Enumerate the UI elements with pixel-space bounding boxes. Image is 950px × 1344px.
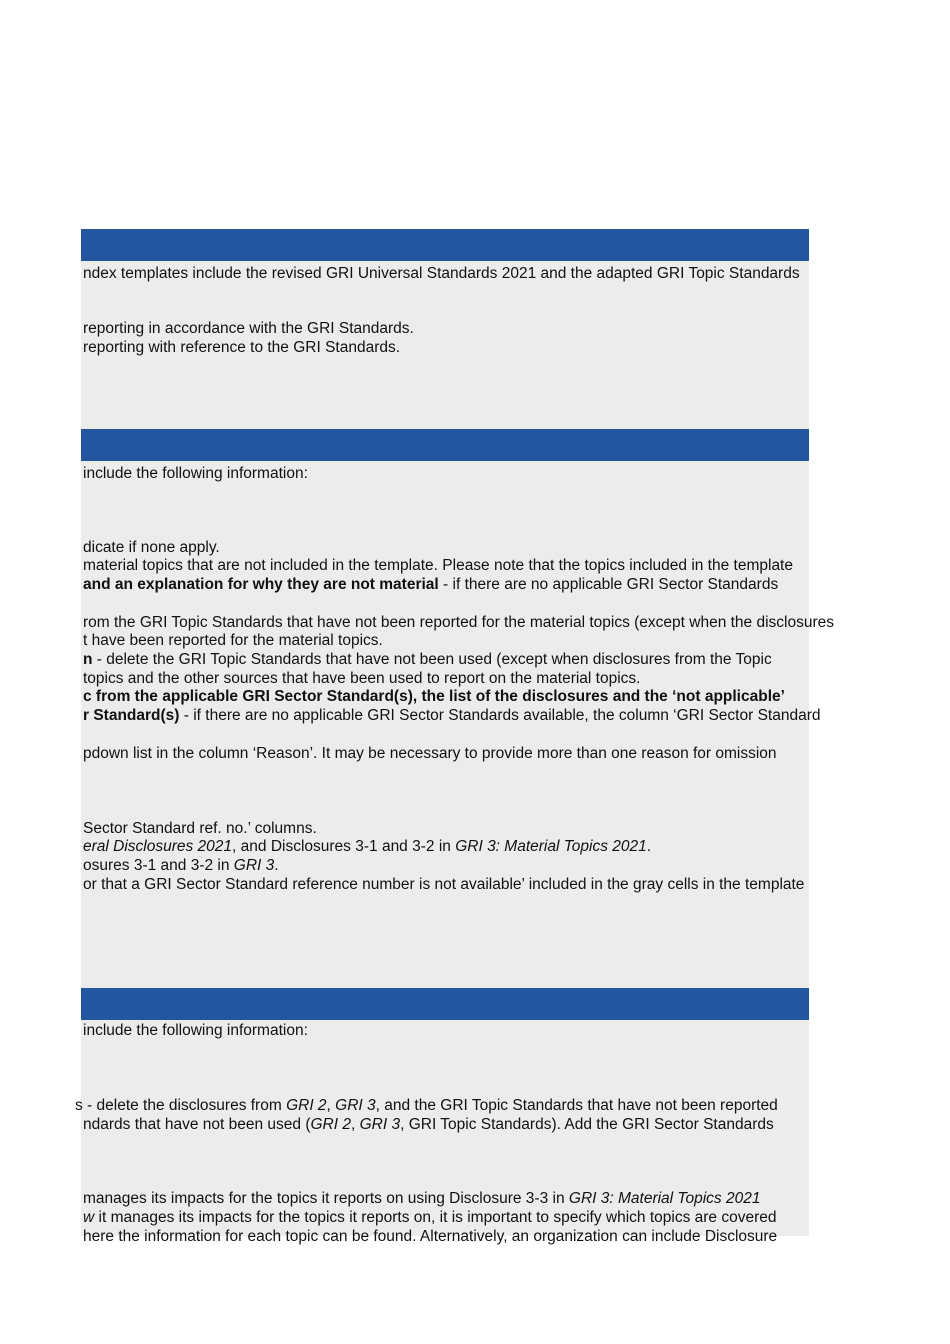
text-line bbox=[83, 538, 220, 557]
section-header-bar bbox=[81, 988, 809, 1020]
section-header-bar bbox=[81, 229, 809, 261]
text-line bbox=[75, 1096, 778, 1115]
text-run: , bbox=[350, 1116, 360, 1133]
text-line bbox=[83, 744, 777, 763]
text-line bbox=[83, 650, 772, 669]
text-line bbox=[83, 1021, 308, 1040]
text-run: , bbox=[326, 1097, 336, 1114]
text-run: reporting with reference to the GRI Standards. bbox=[83, 339, 401, 356]
spreadsheet-area bbox=[75, 229, 835, 1245]
text-line bbox=[83, 856, 279, 875]
text-line bbox=[83, 1189, 760, 1208]
text-run: , GRI Topic Standards). Add the GRI Sector Standards bbox=[400, 1116, 774, 1133]
text-run: t have been reported for the material topics. bbox=[83, 632, 383, 649]
text-run: it manages its impacts for the topics it reports on, it is important to specify which topics are covered bbox=[94, 1209, 777, 1226]
text-run: s - delete the disclosures from bbox=[75, 1097, 287, 1114]
text-line bbox=[83, 464, 308, 483]
text-run: - if there are no applicable GRI Sector Standards available, the column ‘GRI Sector Standard bbox=[179, 707, 821, 724]
text-line bbox=[83, 687, 785, 706]
bold-text-run: n bbox=[83, 651, 93, 668]
text-run: or that a GRI Sector Standard reference number is not available’ included in the gray cells in the template bbox=[83, 876, 805, 893]
text-run: ndards that have not been used ( bbox=[83, 1116, 311, 1133]
italic-text-run: GRI 2 bbox=[286, 1097, 327, 1114]
text-run: topics and the other sources that have been used to report on the material topics. bbox=[83, 670, 641, 687]
text-line bbox=[83, 669, 640, 688]
text-line bbox=[83, 819, 317, 838]
text-run: . bbox=[274, 857, 279, 874]
bold-text-run: c from the applicable GRI Sector Standard(s), the list of the disclosures and the ‘not applicable’ bbox=[83, 688, 785, 705]
text-line bbox=[83, 319, 414, 338]
text-run: include the following information: bbox=[83, 1022, 308, 1039]
text-line bbox=[83, 1227, 777, 1246]
bold-text-run: r Standard(s) bbox=[83, 707, 180, 724]
italic-text-run: eral Disclosures 2021 bbox=[83, 838, 233, 855]
text-line bbox=[83, 1208, 777, 1227]
text-run: osures 3-1 and 3-2 in bbox=[83, 857, 234, 874]
italic-text-run: GRI 3 bbox=[359, 1116, 401, 1133]
text-run: here the information for each topic can be found. Alternatively, an organization can include Disclosure bbox=[83, 1228, 778, 1245]
text-run: Sector Standard ref. no.’ columns. bbox=[83, 820, 317, 837]
text-run: . bbox=[646, 838, 652, 855]
text-run: pdown list in the column ‘Reason’. It may be necessary to provide more than one reason for omission bbox=[83, 745, 777, 762]
text-line bbox=[83, 556, 793, 575]
text-line bbox=[83, 706, 820, 725]
text-line bbox=[83, 631, 383, 650]
text-line bbox=[83, 575, 778, 594]
italic-text-run: GRI 3: Material Topics 2021 bbox=[568, 1190, 761, 1207]
text-run: - if there are no applicable GRI Sector Standards bbox=[438, 576, 779, 593]
text-run: , and Disclosures 3-1 and 3-2 in bbox=[232, 838, 456, 855]
text-line bbox=[83, 264, 800, 283]
text-run: dicate if none apply. bbox=[83, 539, 220, 556]
text-run: , and the GRI Topic Standards that have not been reported bbox=[375, 1097, 778, 1114]
text-line bbox=[83, 1115, 774, 1134]
text-line bbox=[83, 875, 804, 894]
text-run: manages its impacts for the topics it reports on using Disclosure 3-3 in bbox=[83, 1190, 569, 1207]
italic-text-run: w bbox=[83, 1209, 95, 1226]
italic-text-run: GRI 3: Material Topics 2021 bbox=[455, 838, 647, 855]
italic-text-run: GRI 2 bbox=[310, 1116, 351, 1133]
text-run: material topics that are not included in the template. Please note that the topics included in the template bbox=[83, 557, 793, 574]
text-line bbox=[83, 837, 651, 856]
italic-text-run: GRI 3 bbox=[335, 1097, 376, 1114]
text-run: rom the GRI Topic Standards that have not been reported for the material topics (except when the disclosures bbox=[83, 614, 835, 631]
italic-text-run: GRI 3 bbox=[233, 857, 275, 874]
text-line bbox=[83, 338, 400, 357]
text-run: ndex templates include the revised GRI Universal Standards 2021 and the adapted GRI Topic Standards bbox=[83, 265, 800, 282]
bold-text-run: and an explanation for why they are not material bbox=[83, 576, 439, 593]
text-run: include the following information: bbox=[83, 465, 308, 482]
section-header-bar bbox=[81, 429, 809, 461]
text-line bbox=[83, 613, 834, 632]
text-run: reporting in accordance with the GRI Standards. bbox=[83, 320, 414, 337]
text-run: - delete the GRI Topic Standards that have not been used (except when disclosures from the Topic bbox=[92, 651, 772, 668]
